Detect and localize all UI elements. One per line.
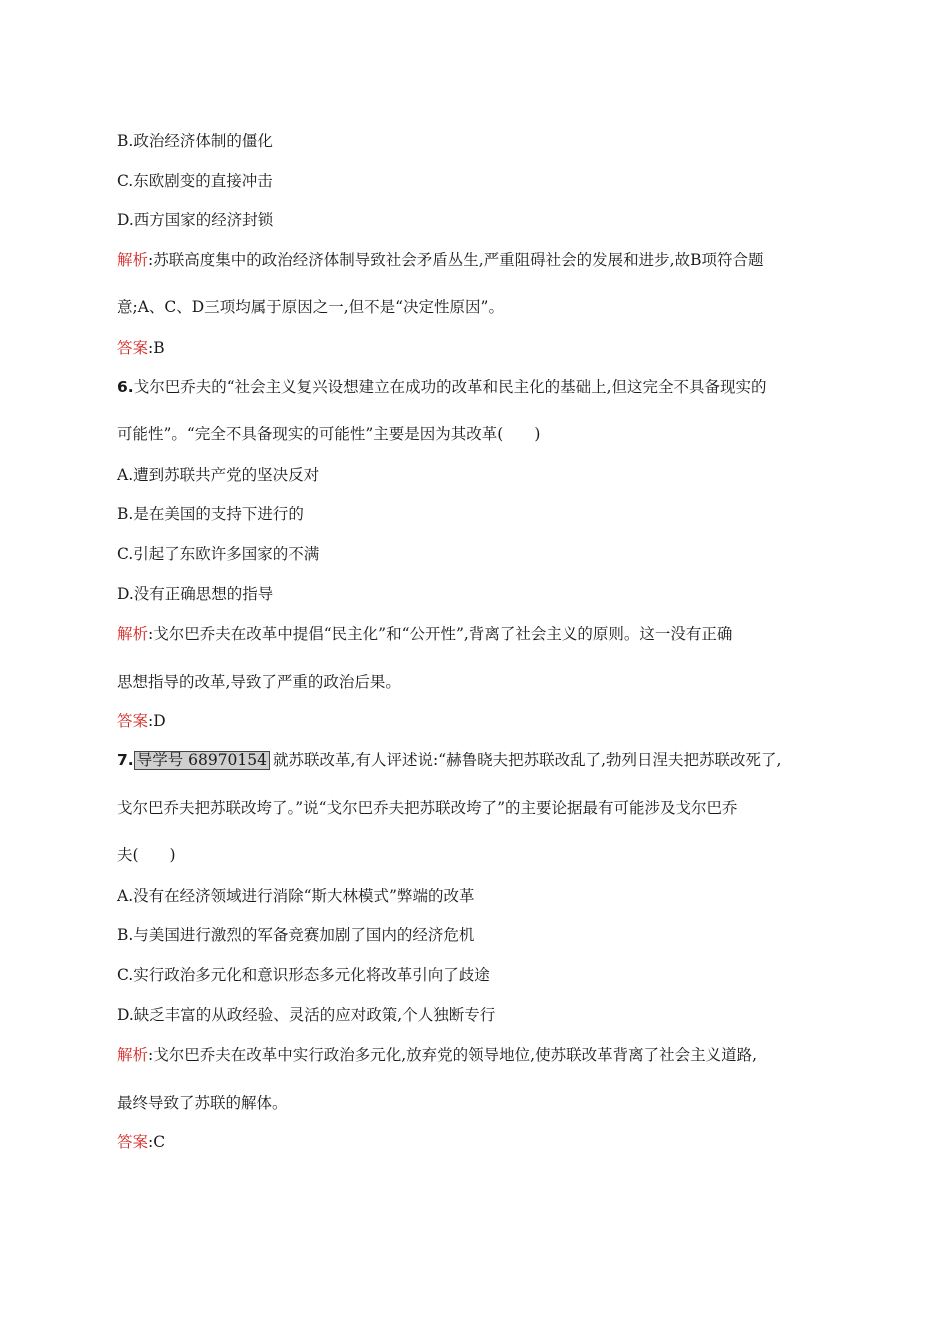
q6-option-d: D.没有正确思想的指导 [117,585,274,603]
q7-option-c: C.实行政治多元化和意识形态多元化将改革引向了歧途 [117,966,490,984]
analysis-text: :戈尔巴乔夫在改革中实行政治多元化,放弃党的领导地位,使苏联改革背离了社会主义道路, [148,1046,758,1064]
q7-option-a: A.没有在经济领域进行消除“斯大林模式”弊端的改革 [117,887,475,905]
q7-option-d: D.缺乏丰富的从政经验、灵活的应对政策,个人独断专行 [117,1006,496,1024]
analysis-label: 解析 [117,251,149,269]
q6-stem-line-2: 可能性”。“完全不具备现实的可能性”主要是因为其改革( ) [117,425,541,443]
answer-label: 答案 [117,1133,149,1151]
q7-stem-line-3: 夫( ) [117,846,176,864]
q7-stem-line-2: 戈尔巴乔夫把苏联改垮了。”说“戈尔巴乔夫把苏联改垮了”的主要论据最有可能涉及戈尔巴乔 [117,799,738,817]
answer-label: 答案 [117,339,149,357]
analysis-label: 解析 [117,625,149,643]
q7-answer [117,1132,165,1152]
q7-analysis-line-2: 最终导致了苏联的解体。 [117,1094,288,1112]
analysis-text: :戈尔巴乔夫在改革中提倡“民主化”和“公开性”,背离了社会主义的原则。这一没有正确 [148,625,733,643]
q5-option-c: C.东欧剧变的直接冲击 [117,172,273,190]
question-number: 7. [117,751,134,769]
question-stem: 戈尔巴乔夫的“社会主义复兴设想建立在成功的改革和民主化的基础上,但这完全不具备现实的 [133,378,767,396]
answer-value: :D [148,712,166,730]
q5-answer [117,338,165,358]
q6-stem-line-1 [117,377,767,397]
q5-option-d: D.西方国家的经济封锁 [117,211,274,229]
analysis-label: 解析 [117,1046,149,1064]
question-stem: 就苏联改革,有人评述说:“赫鲁晓夫把苏联改乱了,勃列日涅夫把苏联改死了, [273,751,782,769]
guide-number-tag[interactable]: 导学号 68970154 [134,751,270,770]
q7-analysis-line-1 [117,1045,757,1065]
q6-option-a: A.遭到苏联共产党的坚决反对 [117,466,320,484]
q7-stem-line-1 [117,750,781,770]
q5-option-b: B.政治经济体制的僵化 [117,132,273,150]
q6-analysis-line-2: 思想指导的改革,导致了严重的政治后果。 [117,673,401,691]
q6-answer [117,711,166,731]
q6-analysis-line-1 [117,624,732,644]
q7-option-b: B.与美国进行激烈的军备竞赛加剧了国内的经济危机 [117,926,475,944]
q5-analysis-line-1 [117,250,764,270]
q6-option-c: C.引起了东欧许多国家的不满 [117,545,320,563]
question-number: 6. [117,378,134,396]
analysis-text: :苏联高度集中的政治经济体制导致社会矛盾丛生,严重阻碍社会的发展和进步,故B项符合题 [148,251,764,269]
answer-value: :B [148,339,165,357]
q6-option-b: B.是在美国的支持下进行的 [117,505,304,523]
answer-value: :C [148,1133,166,1151]
q5-analysis-line-2: 意;A、C、D三项均属于原因之一,但不是“决定性原因”。 [117,298,504,316]
answer-label: 答案 [117,712,149,730]
